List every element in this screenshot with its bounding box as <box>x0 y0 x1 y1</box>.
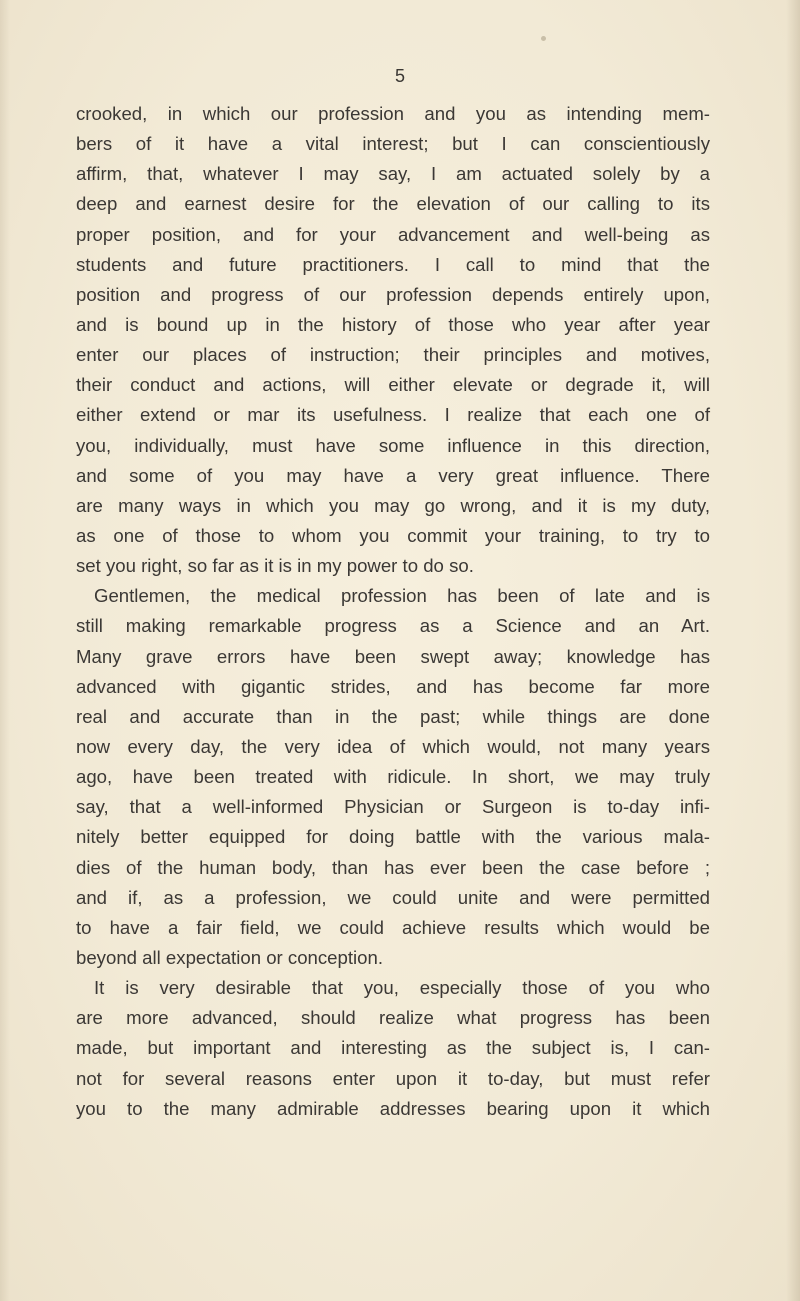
text-line: crooked, in which our profession and you as intending mem- <box>76 103 710 124</box>
paragraph-2 <box>76 581 710 973</box>
paragraph-1 <box>76 99 710 581</box>
page-edge-shadow <box>786 0 800 1301</box>
text-line: you, individually, must have some influence in this direction, <box>76 434 710 456</box>
text-line: dies of the human body, than has ever been the case before ; <box>76 856 710 878</box>
text-line: position and progress of our profession depends entirely upon, <box>76 283 710 305</box>
paper-speck <box>541 36 546 41</box>
text-line: bers of it have a vital interest; but I can conscientiously <box>76 133 710 155</box>
text-line: It is very desirable that you, especially those of you who <box>94 977 710 999</box>
text-line: students and future practitioners. I call to mind that the <box>76 253 710 275</box>
body-text <box>76 99 710 1124</box>
text-line: nitely better equipped for doing battle with the various mala- <box>76 826 710 848</box>
text-line: either extend or mar its usefulness. I realize that each one of <box>76 404 710 426</box>
text-line: you to the many admirable addresses bearing upon it which <box>76 1097 710 1119</box>
text-line: enter our places of instruction; their principles and motives, <box>76 344 710 366</box>
text-line: to have a fair field, we could achieve results which would be <box>76 916 710 938</box>
text-line: are many ways in which you may go wrong, and it is my duty, <box>76 494 710 516</box>
text-line: set you right, so far as it is in my power to do so. <box>76 555 474 577</box>
page-gutter-shadow <box>0 0 10 1301</box>
text-line: real and accurate than in the past; while things are done <box>76 705 710 727</box>
text-line: their conduct and actions, will either elevate or degrade it, will <box>76 374 710 396</box>
text-line: Many grave errors have been swept away; knowledge has <box>76 645 710 667</box>
text-line: are more advanced, should realize what progress has been <box>76 1007 710 1029</box>
text-line: not for several reasons enter upon it to-day, but must refer <box>76 1067 710 1089</box>
text-line: as one of those to whom you commit your training, to try to <box>76 524 710 546</box>
page-number: 5 <box>394 66 405 86</box>
text-line: advanced with gigantic strides, and has become far more <box>76 675 710 697</box>
text-line: still making remarkable progress as a Science and an Art. <box>76 615 710 637</box>
text-line: and if, as a profession, we could unite and were permitted <box>76 886 710 908</box>
text-line: and some of you may have a very great influence. There <box>76 464 710 486</box>
text-line: say, that a well-informed Physician or Surgeon is to-day infi- <box>76 796 710 818</box>
text-line: deep and earnest desire for the elevation of our calling to its <box>76 193 710 215</box>
text-line: now every day, the very idea of which would, not many years <box>76 735 710 757</box>
text-line: proper position, and for your advancement and well-being as <box>76 223 710 245</box>
text-line: and is bound up in the history of those who year after year <box>76 313 710 335</box>
paragraph-3 <box>76 973 710 1124</box>
text-line: beyond all expectation or conception. <box>76 946 384 968</box>
text-line: ago, have been treated with ridicule. In short, we may truly <box>76 766 710 788</box>
text-line: made, but important and interesting as the subject is, I can- <box>76 1037 710 1059</box>
text-line: affirm, that, whatever I may say, I am actuated solely by a <box>76 163 710 185</box>
text-line: Gentlemen, the medical profession has been of late and is <box>94 585 710 607</box>
